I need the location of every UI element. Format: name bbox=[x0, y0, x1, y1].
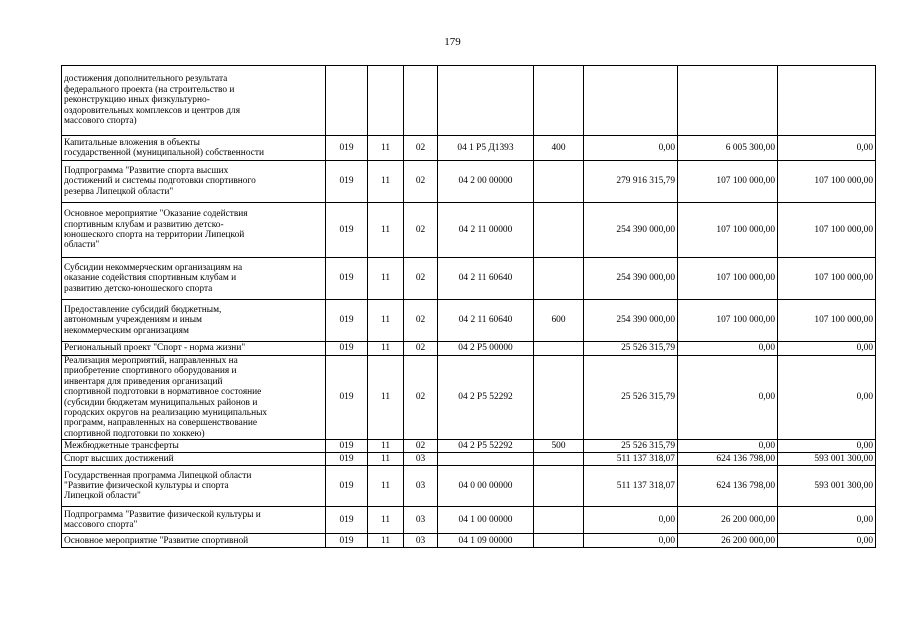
section-code-cell: 11 bbox=[368, 466, 404, 507]
ministry-code-cell: 019 bbox=[326, 453, 368, 466]
expense-type-cell bbox=[534, 453, 584, 466]
amount-year1-cell: 0,00 bbox=[584, 534, 678, 548]
amount-year3-cell: 107 100 000,00 bbox=[778, 258, 876, 300]
target-article-cell: 04 2 P5 52292 bbox=[438, 356, 534, 440]
subsection-code-cell: 02 bbox=[404, 258, 438, 300]
subsection-code-cell: 03 bbox=[404, 453, 438, 466]
table-row bbox=[62, 440, 876, 453]
section-code-cell: 11 bbox=[368, 258, 404, 300]
ministry-code-cell: 019 bbox=[326, 161, 368, 203]
target-article-cell: 04 2 11 60640 bbox=[438, 300, 534, 342]
section-code-cell: 11 bbox=[368, 161, 404, 203]
row-name-cell: Реализация мероприятий, направленных на приобретение спортивного оборудования и инвентаря для приведения организаций спортивной подготовки в нормативное состояние (субсидии бюджетам муниципальных районов и городских округов на реализацию муниципальных программ, направленных на совершенствование спортивной подготовки по хоккею) bbox=[62, 356, 326, 440]
subsection-code-cell: 02 bbox=[404, 356, 438, 440]
row-name-cell: Основное мероприятие "Развитие спортивной bbox=[62, 534, 326, 548]
amount-year1-cell: 0,00 bbox=[584, 136, 678, 161]
table-row bbox=[62, 507, 876, 534]
table-row bbox=[62, 136, 876, 161]
amount-year2-cell: 0,00 bbox=[678, 342, 778, 356]
amount-year2-cell: 26 200 000,00 bbox=[678, 534, 778, 548]
amount-year3-cell: 0,00 bbox=[778, 356, 876, 440]
row-name-cell: Межбюджетные трансферты bbox=[62, 440, 326, 453]
row-name-cell: Субсидии некоммерческим организациям на оказание содействия спортивным клубам и развитию детско-юношеского спорта bbox=[62, 258, 326, 300]
ministry-code-cell: 019 bbox=[326, 136, 368, 161]
subsection-code-cell: 02 bbox=[404, 440, 438, 453]
amount-year1-cell: 511 137 318,07 bbox=[584, 453, 678, 466]
amount-year1-cell: 279 916 315,79 bbox=[584, 161, 678, 203]
subsection-code-cell: 03 bbox=[404, 534, 438, 548]
amount-year1-cell: 254 390 000,00 bbox=[584, 258, 678, 300]
amount-year1-cell: 511 137 318,07 bbox=[584, 466, 678, 507]
amount-year3-cell: 107 100 000,00 bbox=[778, 161, 876, 203]
target-article-cell: 04 2 00 00000 bbox=[438, 161, 534, 203]
row-name-cell: Подпрограмма "Развитие физической культуры и массового спорта" bbox=[62, 507, 326, 534]
section-code-cell bbox=[368, 66, 404, 136]
target-article-cell: 04 1 00 00000 bbox=[438, 507, 534, 534]
subsection-code-cell bbox=[404, 66, 438, 136]
amount-year2-cell: 624 136 798,00 bbox=[678, 453, 778, 466]
amount-year2-cell: 107 100 000,00 bbox=[678, 203, 778, 258]
amount-year3-cell: 0,00 bbox=[778, 342, 876, 356]
expense-type-cell bbox=[534, 66, 584, 136]
ministry-code-cell: 019 bbox=[326, 356, 368, 440]
table-row bbox=[62, 300, 876, 342]
amount-year2-cell: 0,00 bbox=[678, 440, 778, 453]
amount-year2-cell: 0,00 bbox=[678, 356, 778, 440]
amount-year3-cell: 107 100 000,00 bbox=[778, 300, 876, 342]
section-code-cell: 11 bbox=[368, 342, 404, 356]
amount-year3-cell: 0,00 bbox=[778, 136, 876, 161]
section-code-cell: 11 bbox=[368, 453, 404, 466]
page-number: 179 bbox=[444, 36, 461, 48]
subsection-code-cell: 02 bbox=[404, 136, 438, 161]
row-name-cell: Подпрограмма "Развитие спорта высших достижений и системы подготовки спортивного резерва Липецкой области" bbox=[62, 161, 326, 203]
row-name-cell: Капитальные вложения в объекты государственной (муниципальной) собственности bbox=[62, 136, 326, 161]
section-code-cell: 11 bbox=[368, 534, 404, 548]
section-code-cell: 11 bbox=[368, 136, 404, 161]
table-row bbox=[62, 66, 876, 136]
table-row bbox=[62, 161, 876, 203]
target-article-cell bbox=[438, 453, 534, 466]
amount-year1-cell: 254 390 000,00 bbox=[584, 300, 678, 342]
subsection-code-cell: 02 bbox=[404, 203, 438, 258]
amount-year2-cell: 624 136 798,00 bbox=[678, 466, 778, 507]
target-article-cell: 04 0 00 00000 bbox=[438, 466, 534, 507]
row-name-cell: Предоставление субсидий бюджетным, автономным учреждениям и иным некоммерческим организациям bbox=[62, 300, 326, 342]
subsection-code-cell: 03 bbox=[404, 466, 438, 507]
ministry-code-cell: 019 bbox=[326, 342, 368, 356]
budget-table bbox=[61, 65, 876, 548]
amount-year3-cell bbox=[778, 66, 876, 136]
ministry-code-cell: 019 bbox=[326, 203, 368, 258]
expense-type-cell: 500 bbox=[534, 440, 584, 453]
ministry-code-cell: 019 bbox=[326, 466, 368, 507]
ministry-code-cell: 019 bbox=[326, 507, 368, 534]
amount-year1-cell bbox=[584, 66, 678, 136]
amount-year2-cell: 26 200 000,00 bbox=[678, 507, 778, 534]
table-row bbox=[62, 258, 876, 300]
amount-year2-cell: 107 100 000,00 bbox=[678, 161, 778, 203]
expense-type-cell bbox=[534, 507, 584, 534]
amount-year3-cell: 593 001 300,00 bbox=[778, 453, 876, 466]
target-article-cell: 04 1 09 00000 bbox=[438, 534, 534, 548]
amount-year3-cell: 107 100 000,00 bbox=[778, 203, 876, 258]
ministry-code-cell: 019 bbox=[326, 440, 368, 453]
expense-type-cell bbox=[534, 258, 584, 300]
table-row bbox=[62, 453, 876, 466]
ministry-code-cell: 019 bbox=[326, 300, 368, 342]
section-code-cell: 11 bbox=[368, 507, 404, 534]
subsection-code-cell: 02 bbox=[404, 300, 438, 342]
amount-year2-cell bbox=[678, 66, 778, 136]
table-body bbox=[62, 66, 876, 548]
expense-type-cell bbox=[534, 203, 584, 258]
target-article-cell: 04 2 11 00000 bbox=[438, 203, 534, 258]
table-row bbox=[62, 466, 876, 507]
amount-year2-cell: 6 005 300,00 bbox=[678, 136, 778, 161]
amount-year3-cell: 0,00 bbox=[778, 440, 876, 453]
target-article-cell bbox=[438, 66, 534, 136]
expense-type-cell bbox=[534, 342, 584, 356]
target-article-cell: 04 2 P5 00000 bbox=[438, 342, 534, 356]
row-name-cell: достижения дополнительного результата федерального проекта (на строительство и реконструкцию иных физкультурно- оздоровительных комплексов и центров для массового спорта) bbox=[62, 66, 326, 136]
subsection-code-cell: 03 bbox=[404, 507, 438, 534]
target-article-cell: 04 2 11 60640 bbox=[438, 258, 534, 300]
section-code-cell: 11 bbox=[368, 300, 404, 342]
section-code-cell: 11 bbox=[368, 440, 404, 453]
amount-year1-cell: 25 526 315,79 bbox=[584, 356, 678, 440]
expense-type-cell: 400 bbox=[534, 136, 584, 161]
amount-year3-cell: 593 001 300,00 bbox=[778, 466, 876, 507]
table-row bbox=[62, 203, 876, 258]
section-code-cell: 11 bbox=[368, 203, 404, 258]
amount-year1-cell: 0,00 bbox=[584, 507, 678, 534]
table-row bbox=[62, 342, 876, 356]
row-name-cell: Государственная программа Липецкой области "Развитие физической культуры и спорта Липецкой области" bbox=[62, 466, 326, 507]
amount-year3-cell: 0,00 bbox=[778, 507, 876, 534]
amount-year2-cell: 107 100 000,00 bbox=[678, 300, 778, 342]
amount-year1-cell: 25 526 315,79 bbox=[584, 342, 678, 356]
expense-type-cell bbox=[534, 161, 584, 203]
amount-year3-cell: 0,00 bbox=[778, 534, 876, 548]
row-name-cell: Спорт высших достижений bbox=[62, 453, 326, 466]
section-code-cell: 11 bbox=[368, 356, 404, 440]
subsection-code-cell: 02 bbox=[404, 342, 438, 356]
row-name-cell: Основное мероприятие "Оказание содействия спортивным клубам и развитию детско- юношеского спорта на территории Липецкой области" bbox=[62, 203, 326, 258]
expense-type-cell bbox=[534, 356, 584, 440]
expense-type-cell bbox=[534, 534, 584, 548]
row-name-cell: Региональный проект "Спорт - норма жизни" bbox=[62, 342, 326, 356]
expense-type-cell: 600 bbox=[534, 300, 584, 342]
table-row bbox=[62, 356, 876, 440]
table-row bbox=[62, 534, 876, 548]
ministry-code-cell: 019 bbox=[326, 534, 368, 548]
amount-year1-cell: 254 390 000,00 bbox=[584, 203, 678, 258]
ministry-code-cell: 019 bbox=[326, 258, 368, 300]
target-article-cell: 04 1 P5 Д1393 bbox=[438, 136, 534, 161]
target-article-cell: 04 2 P5 52292 bbox=[438, 440, 534, 453]
expense-type-cell bbox=[534, 466, 584, 507]
amount-year2-cell: 107 100 000,00 bbox=[678, 258, 778, 300]
ministry-code-cell bbox=[326, 66, 368, 136]
amount-year1-cell: 25 526 315,79 bbox=[584, 440, 678, 453]
subsection-code-cell: 02 bbox=[404, 161, 438, 203]
